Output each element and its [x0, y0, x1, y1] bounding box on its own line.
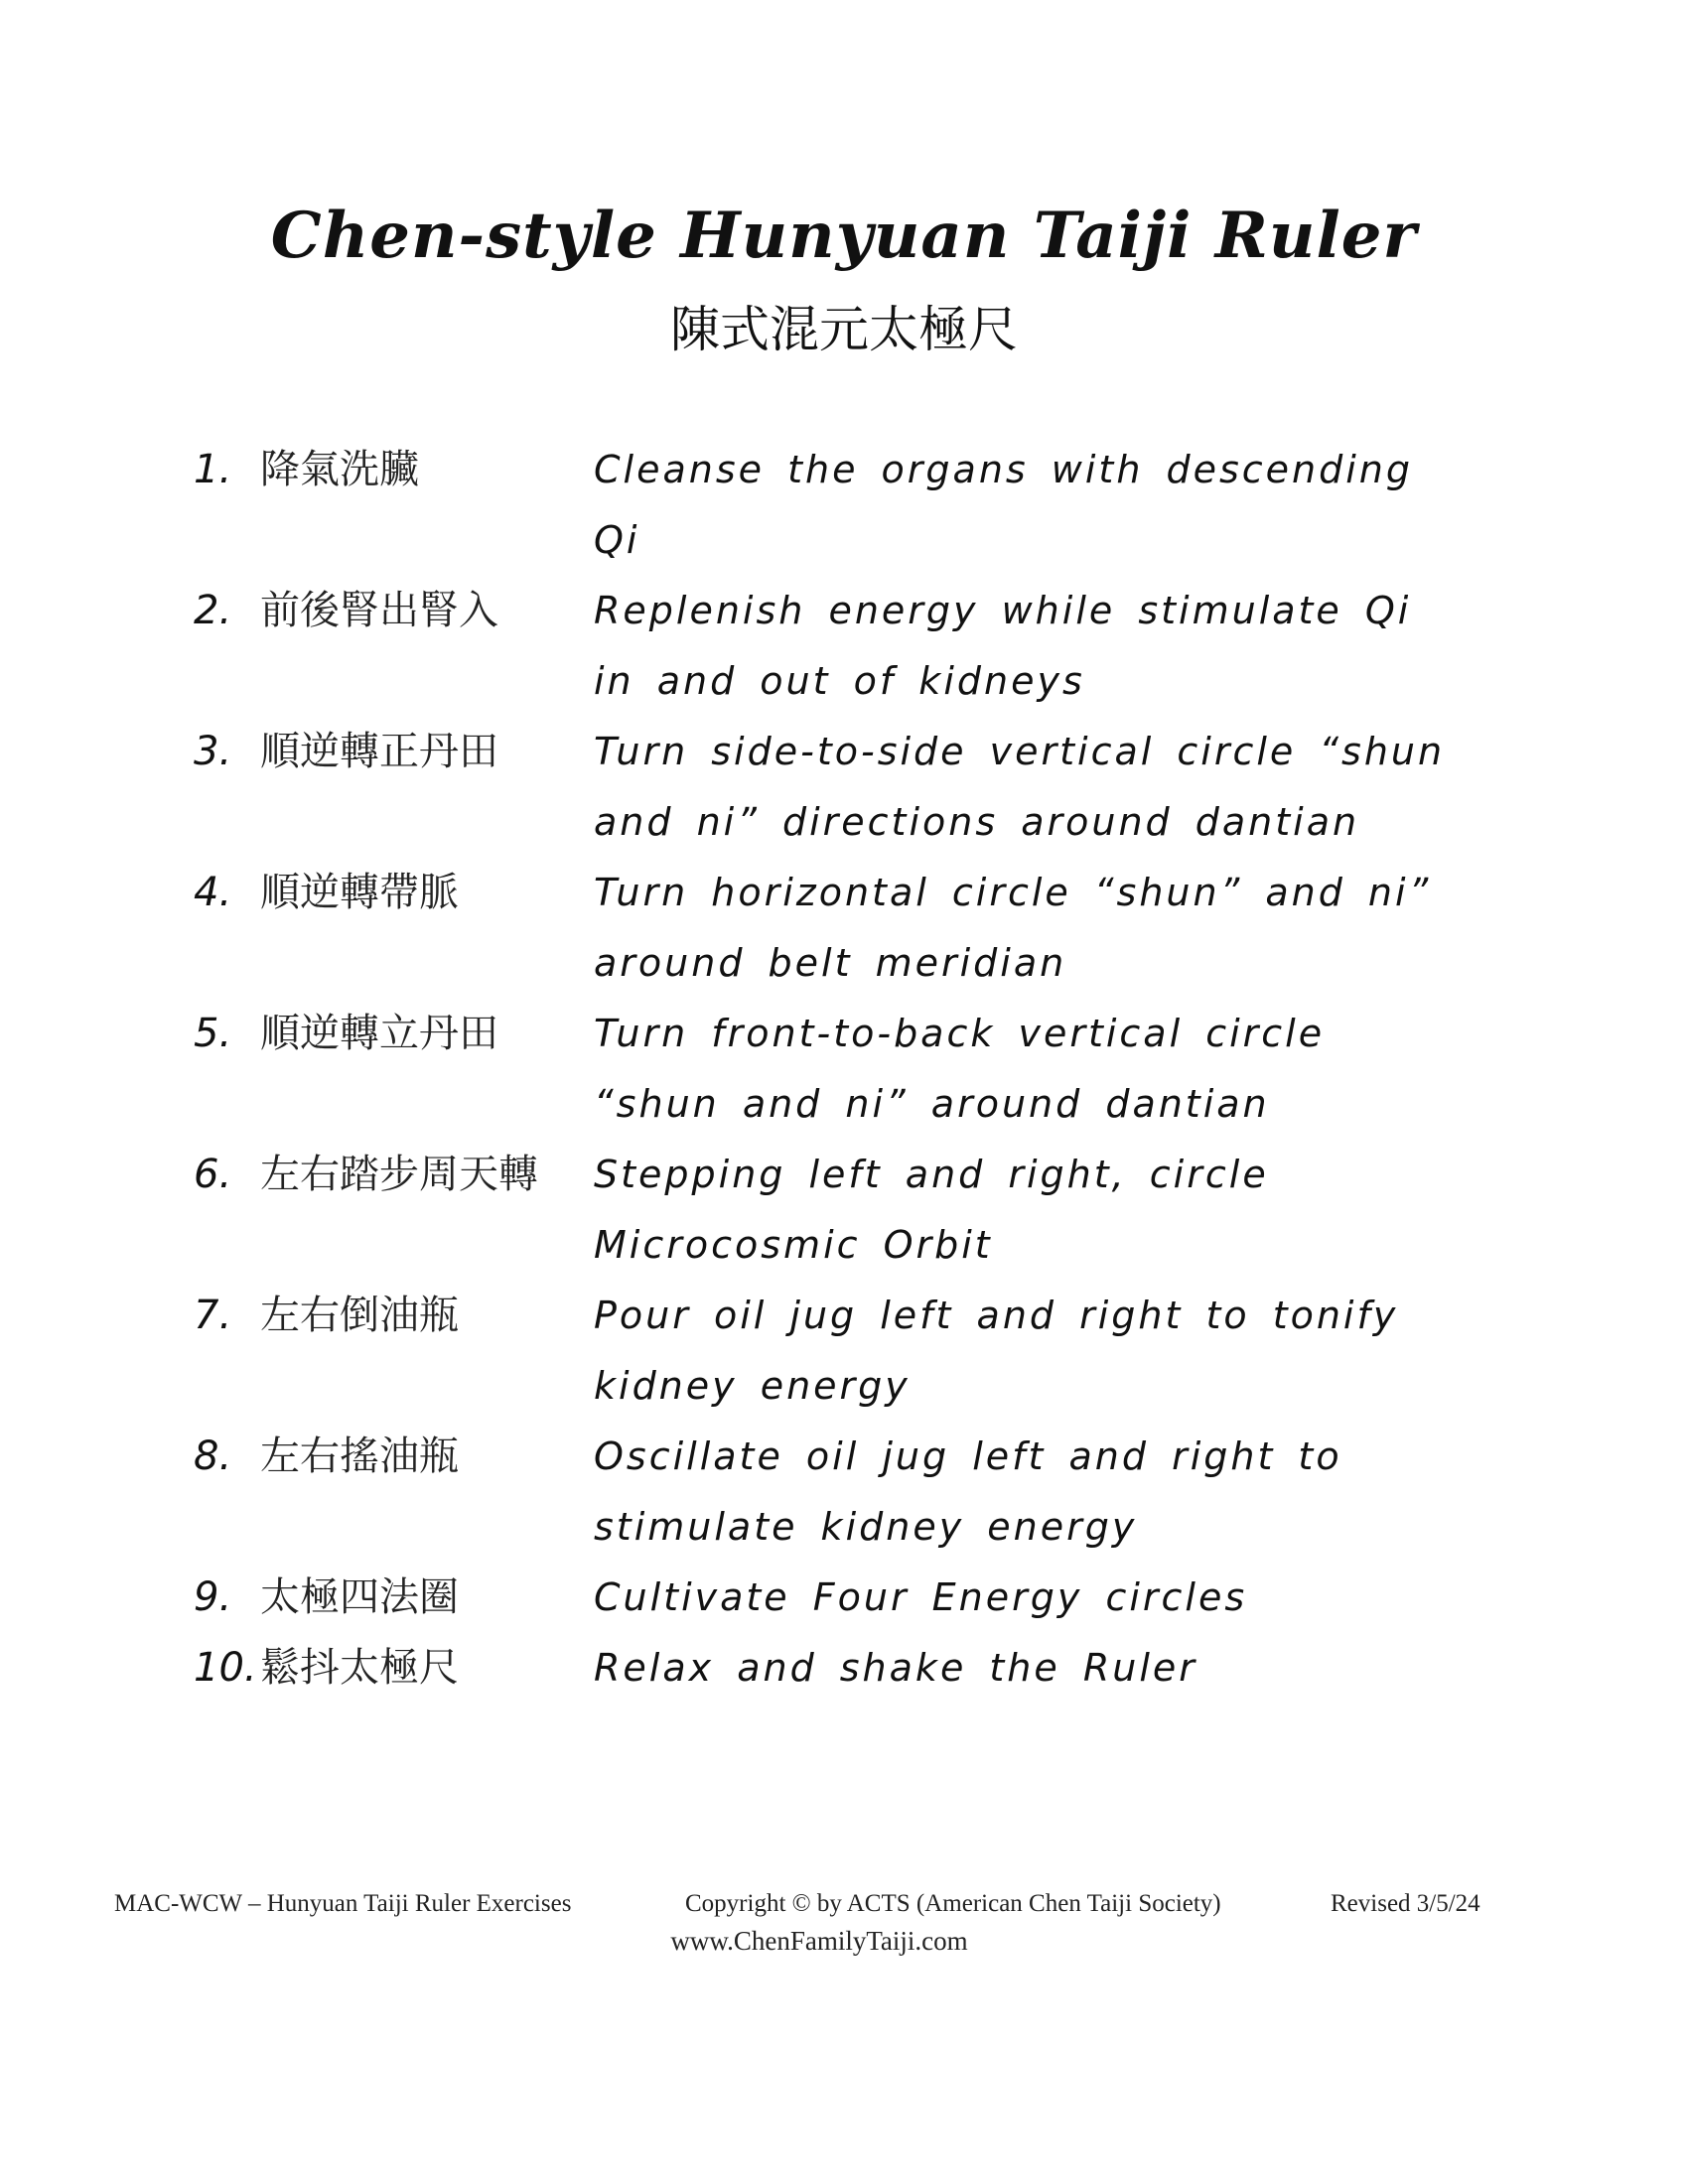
exercise-list — [0, 435, 1688, 1704]
exercise-number: 5. — [194, 1011, 232, 1056]
exercise-chinese-name: 左右倒油瓶 — [260, 1293, 459, 1338]
exercise-item-7 — [0, 1281, 1688, 1422]
exercise-chinese-name: 順逆轉立丹田 — [260, 1011, 498, 1056]
exercise-item-6 — [0, 1140, 1688, 1281]
exercise-chinese-name: 太極四法圈 — [260, 1574, 459, 1620]
exercise-chinese-name: 左右踏步周天轉 — [260, 1152, 538, 1197]
exercise-description: Turn horizontal circle “shun” and ni” around belt meridian — [594, 871, 1432, 985]
exercise-chinese-name: 降氣洗臟 — [260, 447, 419, 492]
exercise-chinese-name: 前後腎出腎入 — [260, 588, 498, 633]
footer-document-name: MAC-WCW – Hunyuan Taiji Ruler Exercises — [114, 1890, 572, 1917]
page-title-chinese: 陳式混元太極尺 — [670, 301, 1018, 358]
exercise-description: Replenish energy while stimulate Qi in and out of kidneys — [594, 589, 1412, 703]
exercise-number: 9. — [194, 1574, 232, 1620]
exercise-chinese-name: 順逆轉帶脈 — [260, 870, 459, 915]
exercise-description: Turn front-to-back vertical circle “shun and ni” around dantian — [594, 1012, 1326, 1126]
exercise-item-4 — [0, 858, 1688, 999]
exercise-chinese-name: 順逆轉正丹田 — [260, 729, 498, 774]
exercise-number: 6. — [194, 1152, 232, 1197]
exercise-number: 4. — [194, 870, 232, 915]
exercise-item-5 — [0, 999, 1688, 1140]
exercise-description: Stepping left and right, circle Microcosmic Orbit — [594, 1153, 1269, 1267]
exercise-description: Turn side-to-side vertical circle “shun and ni” directions around dantian — [594, 730, 1446, 844]
exercise-description: Oscillate oil jug left and right to stimulate kidney energy — [594, 1434, 1342, 1549]
exercise-description: Relax and shake the Ruler — [594, 1646, 1197, 1690]
exercise-description: Cleanse the organs with descending Qi — [594, 448, 1414, 562]
exercise-number: 8. — [194, 1433, 232, 1479]
exercise-description: Pour oil jug left and right to tonify kidney energy — [594, 1294, 1399, 1408]
exercise-chinese-name: 鬆抖太極尺 — [260, 1645, 459, 1691]
exercise-number: 7. — [194, 1293, 232, 1338]
exercise-chinese-name: 左右搖油瓶 — [260, 1433, 459, 1479]
footer-revised-date: Revised 3/5/24 — [1331, 1890, 1480, 1917]
exercise-item-8 — [0, 1422, 1688, 1563]
exercise-item-9 — [0, 1563, 1688, 1633]
exercise-description: Cultivate Four Energy circles — [594, 1575, 1248, 1619]
page-title: Chen-style Hunyuan Taiji Ruler — [270, 199, 1418, 273]
exercise-item-2 — [0, 576, 1688, 717]
exercise-number: 1. — [194, 447, 232, 492]
exercise-item-1 — [0, 435, 1688, 576]
exercise-item-10 — [0, 1633, 1688, 1704]
exercise-item-3 — [0, 717, 1688, 858]
exercise-number: 3. — [194, 729, 232, 774]
footer-website: www.ChenFamilyTaiji.com — [670, 1926, 968, 1956]
exercise-number: 10. — [194, 1645, 257, 1691]
exercise-number: 2. — [194, 588, 232, 633]
footer-copyright: Copyright © by ACTS (American Chen Taiji Society) — [685, 1890, 1221, 1917]
